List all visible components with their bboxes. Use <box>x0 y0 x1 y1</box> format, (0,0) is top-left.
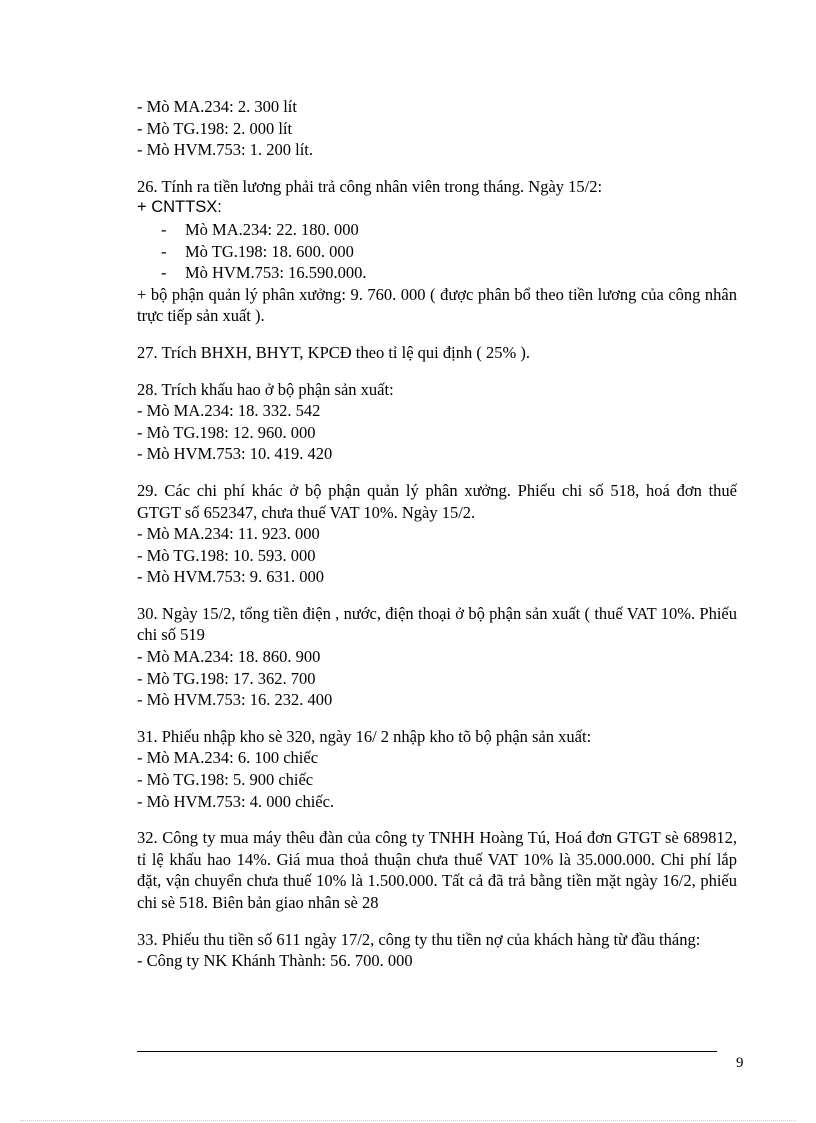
page-boundary <box>20 1120 796 1121</box>
section-heading: 33. Phiếu thu tiền số 611 ngày 17/2, công ty thu tiền nợ của khách hàng từ đầu tháng: <box>137 929 701 949</box>
sub-item <box>137 219 737 241</box>
list-item: - Mò MA.234: 11. 923. 000 <box>137 524 320 544</box>
list-item: - Mò TG.198: 5. 900 chiếc <box>137 770 314 790</box>
section-heading: 30. Ngày 15/2, tổng tiền điện , nước, điện thoại ở bộ phận sản xuất ( thuế VAT 10%. Phiếu chi số 519 <box>137 603 737 645</box>
section-32 <box>137 827 737 913</box>
list-item: - Mò HVM.753: 9. 631. 000 <box>137 567 325 587</box>
sub-item <box>137 262 737 284</box>
sub-item-text: Mò MA.234: 22. 180. 000 <box>185 219 359 239</box>
section-30 <box>137 603 737 711</box>
section-heading: 32. Công ty mua máy thêu đàn của công ty TNHH Hoàng Tú, Hoá đơn GTGT sè 689812, tỉ lệ khấu hao 14%. Giá mua thoả thuận chưa thuế VAT 10% là 35.000.000. Chi phí lắp đặt, vận chuyển chưa thuế 10% là 1.500.000. Tất cả đã trả bằng tiền mặt ngày 16/2, phiếu chi sè 518. Biên bản giao nhân sè 28 <box>137 828 737 912</box>
list-item: - Mò TG.198: 10. 593. 000 <box>137 545 316 565</box>
list-item: - Mò TG.198: 17. 362. 700 <box>137 668 316 688</box>
section-26 <box>137 176 737 327</box>
list-item: - Mò TG.198: 12. 960. 000 <box>137 422 316 442</box>
list-item: - Mò MA.234: 18. 860. 900 <box>137 647 321 667</box>
list-item: - Mò HVM.753: 16. 232. 400 <box>137 690 333 710</box>
section-33 <box>137 929 737 972</box>
list-item: - Mò MA.234: 18. 332. 542 <box>137 401 321 421</box>
section-28 <box>137 379 737 465</box>
section-heading: 31. Phiếu nhập kho sè 320, ngày 16/ 2 nhập kho tõ bộ phận sản xuất: <box>137 726 592 746</box>
section-27 <box>137 342 737 364</box>
list-item: - Mò TG.198: 2. 000 lít <box>137 118 293 138</box>
list-item: - Mò MA.234: 2. 300 lít <box>137 97 297 116</box>
dash-bullet-icon: - <box>161 241 167 261</box>
page-content <box>137 96 737 972</box>
page-number: 9 <box>736 1055 744 1071</box>
section-heading: 27. Trích BHXH, BHYT, KPCĐ theo tỉ lệ qui định ( 25% ). <box>137 342 530 362</box>
list-item: - Mò HVM.753: 4. 000 chiếc. <box>137 791 335 811</box>
footer-divider <box>137 1051 717 1052</box>
sub-item <box>137 241 737 263</box>
sub-item-text: Mò HVM.753: 16.590.000. <box>185 263 367 283</box>
dash-bullet-icon: - <box>161 219 167 239</box>
list-item: + CNTTSX: <box>137 198 222 217</box>
dash-bullet-icon: - <box>161 263 167 283</box>
list-item: - Mò MA.234: 6. 100 chiếc <box>137 748 319 768</box>
section-heading: 26. Tính ra tiền lương phải trả công nhân viên trong tháng. Ngày 15/2: <box>137 176 603 196</box>
section-heading: 28. Trích khấu hao ở bộ phận sản xuất: <box>137 379 394 399</box>
section-heading: 29. Các chi phí khác ở bộ phận quản lý phân xưởng. Phiếu chi số 518, hoá đơn thuế GTGT số 652347, chưa thuế VAT 10%. Ngày 15/2. <box>137 480 737 522</box>
list-item: - Công ty NK Khánh Thành: 56. 700. 000 <box>137 951 413 971</box>
list-item: - Mò HVM.753: 10. 419. 420 <box>137 444 333 464</box>
list-item: - Mò HVM.753: 1. 200 lít. <box>137 140 314 160</box>
section-31 <box>137 726 737 812</box>
sub-item-text: Mò TG.198: 18. 600. 000 <box>185 241 354 261</box>
section-25-continuation <box>137 96 737 161</box>
paragraph: + bộ phận quản lý phân xưởng: 9. 760. 000 ( được phân bổ theo tiền lương của công nhân trực tiếp sản xuất ). <box>137 284 737 326</box>
section-29 <box>137 480 737 588</box>
